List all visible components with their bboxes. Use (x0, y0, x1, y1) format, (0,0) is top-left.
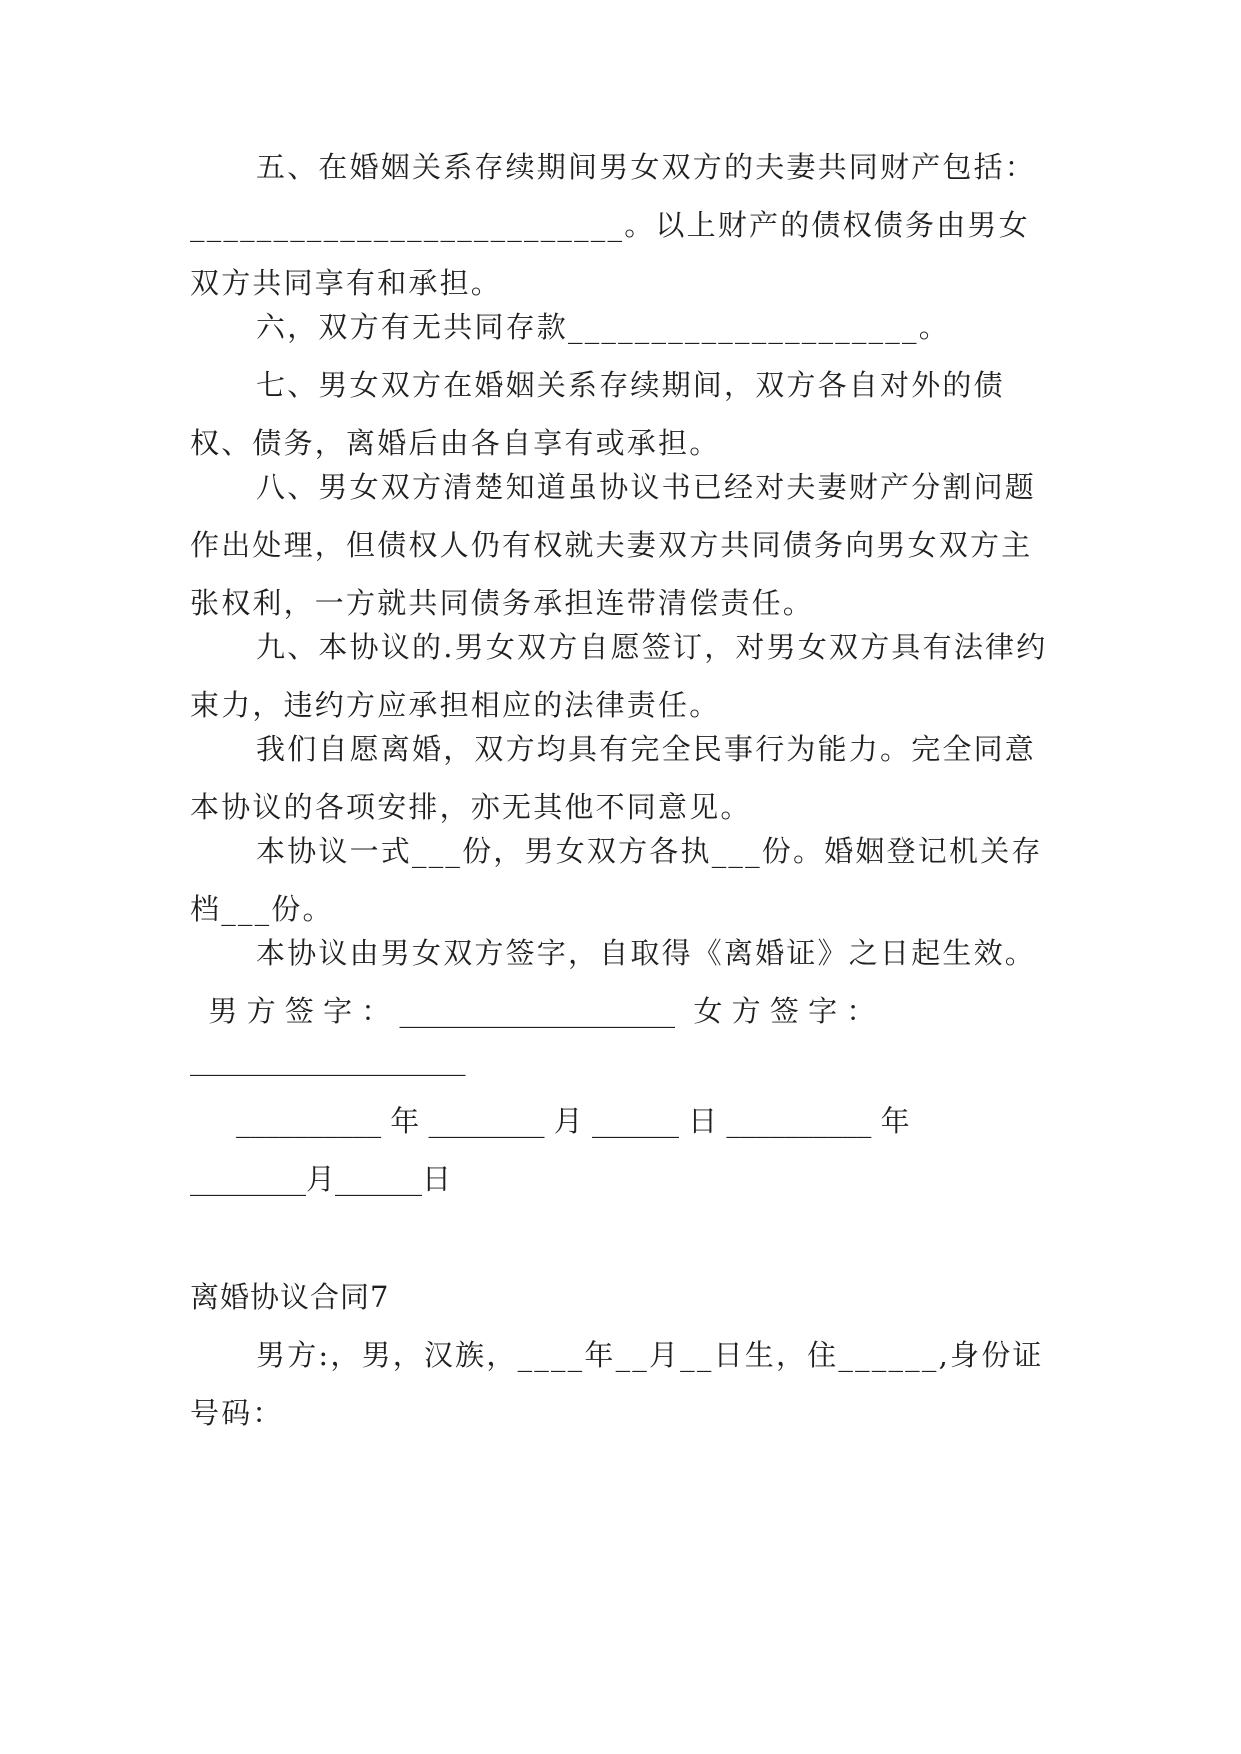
signature-line-continued: ___________________ (190, 1042, 466, 1076)
clause-9: 九、本协议的.男女双方自愿签订，对男女双方具有法律约束力，违约方应承担相应的法律责任。 (190, 630, 1048, 722)
clause-6: 六，双方有无共同存款_____________________。 (256, 310, 950, 344)
statement-copies: 本协议一式___份，男女双方各执___份。婚姻登记机关存档___份。 (190, 834, 1043, 926)
clause-7: 七、男女双方在婚姻关系存续期间，双方各自对外的债权、债务，离婚后由各自享有或承担。 (190, 368, 1005, 460)
clause-5: 五、在婚姻关系存续期间男女双方的夫妻共同财产包括：__________________________。以上财产的债权债务由男女双方共同享有和承担。 (190, 150, 1037, 300)
signature-line: 男 方 签 字 ： ___________________ 女 方 签 字 ： (190, 994, 876, 1028)
clause-8: 八、男女双方清楚知道虽协议书已经对夫妻财产分割问题作出处理，但债权人仍有权就夫妻双方共同债务向男女双方主张权利，一方就共同债务承担连带清偿责任。 (190, 470, 1037, 620)
party-male-info: 男方:，男，汉族，____年__月__日生，住______,身份证号码： (190, 1338, 1044, 1430)
section-heading: 离婚协议合同7 (190, 1280, 390, 1314)
statement-effective: 本协议由男女双方签字，自取得《离婚证》之日起生效。 (256, 936, 1037, 970)
statement-voluntary: 我们自愿离婚，双方均具有完全民事行为能力。完全同意本协议的各项安排，亦无其他不同意见。 (190, 732, 1037, 824)
date-line: __________ 年 ________ 月 ______ 日 __________ 年 (190, 1104, 910, 1138)
date-line-continued: ________月______日 (190, 1162, 452, 1196)
